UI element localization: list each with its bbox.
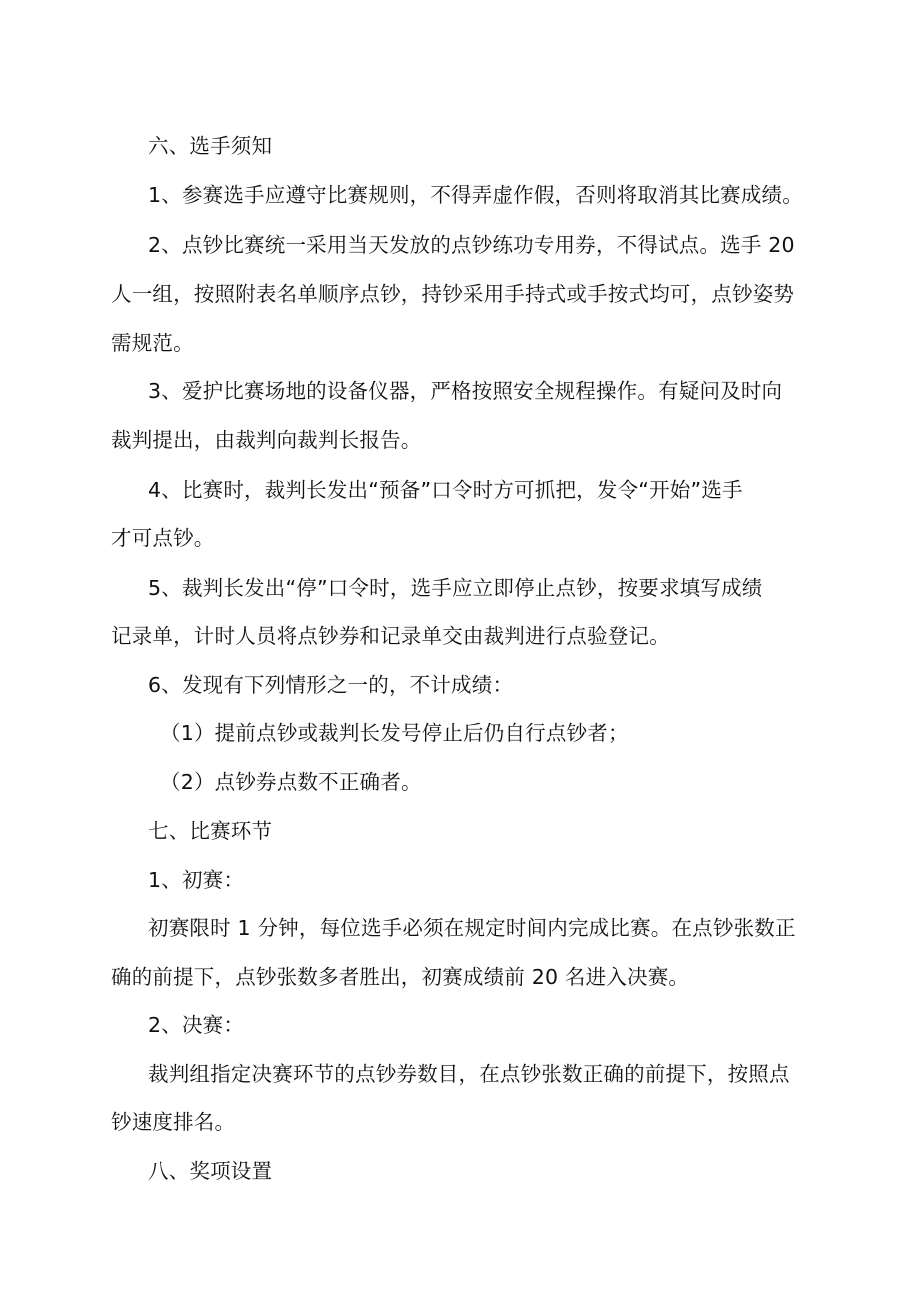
- paragraph-6-1: 1、参赛选手应遵守比赛规则，不得弄虚作假，否则将取消其比赛成绩。: [148, 183, 803, 207]
- paragraph-6-2-line-3: 需规范。: [111, 331, 194, 355]
- paragraph-6-2-line-2: 人一组，按照附表名单顺序点钞，持钞采用手持式或手按式均可，点钞姿势: [111, 282, 795, 306]
- subheading-7-1: 1、初赛：: [148, 868, 245, 892]
- paragraph-6-5-line-1: 5、裁判长发出“停”口令时，选手应立即停止点钞，按要求填写成绩: [148, 576, 763, 600]
- paragraph-7-2-line-1: 裁判组指定决赛环节的点钞券数目，在点钞张数正确的前提下，按照点: [148, 1062, 790, 1086]
- paragraph-7-2-line-2: 钞速度排名。: [111, 1110, 236, 1134]
- paragraph-6-3-line-2: 裁判提出，由裁判向裁判长报告。: [111, 428, 422, 452]
- paragraph-6-6-item-1: （1）提前点钞或裁判长发号停止后仍自行点钞者；: [160, 721, 629, 745]
- section-heading-7: 七、比赛环节: [148, 819, 273, 843]
- paragraph-6-2-line-1: 2、点钞比赛统一采用当天发放的点钞练功专用券，不得试点。选手 20: [148, 233, 795, 257]
- paragraph-6-6-item-2: （2）点钞券点数不正确者。: [160, 770, 422, 794]
- paragraph-6-4-line-1: 4、比赛时，裁判长发出“预备”口令时方可抓把，发令“开始”选手: [148, 478, 743, 502]
- paragraph-6-5-line-2: 记录单，计时人员将点钞券和记录单交由裁判进行点验登记。: [111, 624, 670, 648]
- section-heading-8: 八、奖项设置: [148, 1159, 273, 1183]
- paragraph-6-3-line-1: 3、爱护比赛场地的设备仪器，严格按照安全规程操作。有疑问及时向: [148, 379, 783, 403]
- paragraph-7-1-line-2: 确的前提下，点钞张数多者胜出，初赛成绩前 20 名进入决赛。: [111, 965, 690, 989]
- subheading-7-2: 2、决赛：: [148, 1013, 245, 1037]
- paragraph-7-1-line-1: 初赛限时 1 分钟，每位选手必须在规定时间内完成比赛。在点钞张数正: [148, 916, 796, 940]
- paragraph-6-6: 6、发现有下列情形之一的，不计成绩：: [148, 673, 514, 697]
- paragraph-6-4-line-2: 才可点钞。: [111, 526, 215, 550]
- section-heading-6: 六、选手须知: [148, 134, 273, 158]
